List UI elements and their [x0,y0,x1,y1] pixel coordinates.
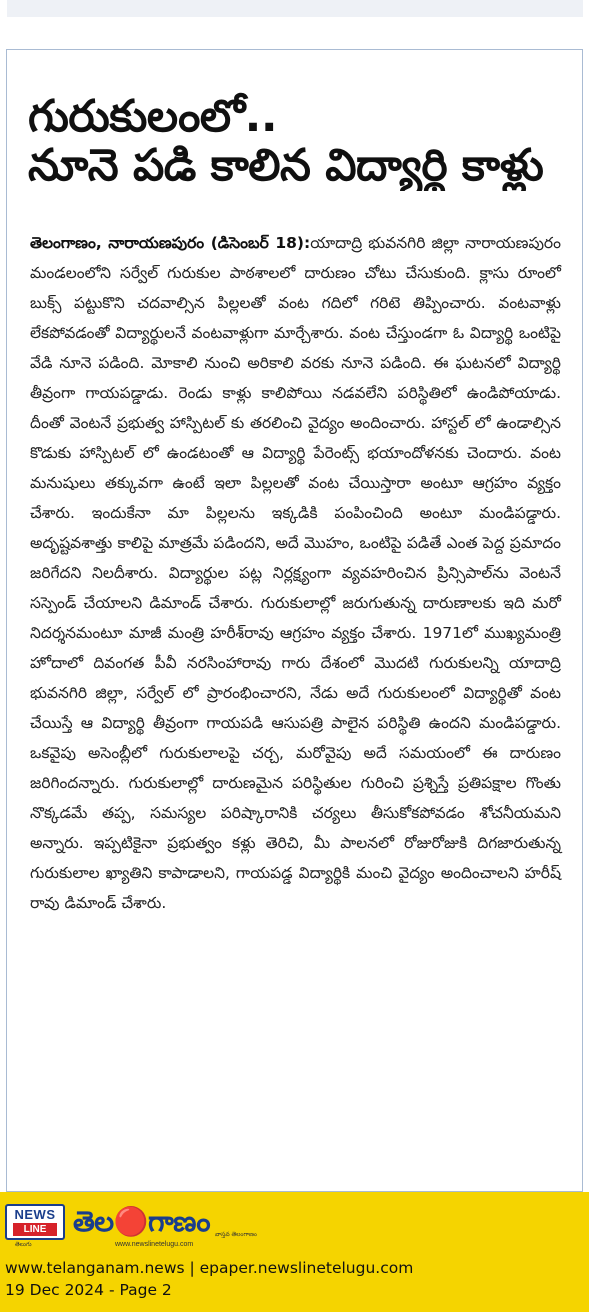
newsline-logo-news: NEWS [14,1207,56,1222]
footer-logo-area [5,1204,265,1248]
article-body-text: యాదాద్రి భువనగిరి జిల్లా నారాయణపురం మండలంలోని సర్వేల్ గురుకుల పాఠశాలలో దారుణం చోటు చేసుకుంది. క్లాసు రూంలో బుక్స్ పట్టుకొని చదవాల్సిన పిల్లలతో వంట గదిలో గరిటె తిప్పించారు. వంటవాళ్లు లేకపోవడంతో విద్యార్థులనే వంటవాళ్లుగా మార్చేశారు. వంట చేస్తుండగా ఓ విద్యార్థి ఒంటిపై వేడి నూనె పడింది. మోకాలి నుంచి అరికాలి వరకు నూనె పడింది. ఈ ఘటనలో విద్యార్థి తీవ్రంగా గాయపడ్డాడు. రెండు కాళ్లు కాలిపోయి నడవలేని పరిస్థితిలో ఉండిపోయాడు. దీంతో వెంటనే ప్రభుత్వ హాస్పిటల్ కు తరలించి వైద్యం అందించారు. హాస్టల్ లో ఉండాల్సిన కొడుకు హాస్పిటల్ లో ఉండటంతో ఆ విద్యార్థి పేరెంట్స్ భయాందోళనకు చెందారు. వంట మనుషులు తక్కువగా ఉంటే ఇలా పిల్లలతో వంట చేయిస్తారా అంటూ ఆగ్రహం వ్యక్తం చేశారు. ఇందుకేనా మా పిల్లలను ఇక్కడికి పంపించింది అంటూ మండిపడ్డారు. అదృష్టవశాత్తు కాలిపై మాత్రమే పడిందని, అదే మొహం, ఒంటిపై పడితే ఎంత పెద్ద ప్రమాదం జరిగేదని నిలదీశారు. విద్యార్థుల పట్ల నిర్లక్ష్యంగా వ్యవహరించిన ప్రిన్సిపాల్‌ను వెంటనే సస్పెండ్ చేయాలని డిమాండ్ చేశారు. గురుకులాల్లో జరుగుతున్న దారుణాలకు ఇది మరో నిదర్శనమంటూ మాజీ మంత్రి హరీశ్‌రావు ఆగ్రహం వ్యక్తం చేశారు. 1971లో ముఖ్యమంత్రి హోదాలో దివంగత పీవీ నరసింహారావు గారు దేశంలో మొదటి గురుకులన్ని యాదాద్రి భువనగిరి జిల్లా, సర్వేల్ లో ప్రారంభించారని, నేడు అదే గురుకులంలో విద్యార్థితో వంట చేయిస్తే ఆ విద్యార్థి తీవ్రంగా గాయపడి ఆసుపత్రి పాలైన పరిస్థితి ఉందని మండిపడ్డారు. ఒకవైపు అసెంబ్లీలో గురుకులాలపై చర్చ, మరోవైపు అదే సమయంలో ఈ దారుణం జరిగిందన్నారు. గురుకులాల్లో దారుణమైన పరిస్థితుల గురించి ప్రశ్నిస్తే ప్రతిపక్షాల గొంతు నొక్కడమే తప్ప, సమస్యల పరిష్కారానికి చర్యలు తీసుకోకపోవడం శోచనీయమని అన్నారు. ఇప్పటికైనా ప్రభుత్వం కళ్లు తెరిచి, మీ పాలనలో రోజురోజుకి దిగజారుతున్న గురుకులాల ఖ్యాతిని కాపాడాలని, గాయపడ్డ విద్యార్థికి మంచి వైద్యం అందించాలని హరీష్ రావు డిమాండ్ చేశారు. [30,234,561,912]
top-strip [7,0,583,17]
footer-links[interactable]: www.telanganam.news | epaper.newslinetelugu.com [5,1259,414,1277]
article-body [30,228,561,918]
article-dateline: తెలంగాణం, నారాయణపురం (డిసెంబర్ 18): [30,234,311,252]
telanganam-logo-url: www.newslinetelugu.com [115,1241,194,1248]
telanganam-logo [73,1204,210,1240]
footer-date-page: 19 Dec 2024 - Page 2 [5,1281,172,1299]
telanganam-logo-text: తెల🔴గాణం [73,1205,211,1238]
telanganam-tagline: వాస్తవ తెలంగాణం [215,1231,257,1238]
newsline-logo-sub: తెలుగు [15,1242,32,1248]
headline-line-1: గురుకులంలో.. [28,92,278,142]
headline-line-2: నూనె పడి కాలిన విద్యార్థి కాళ్లు [28,141,544,191]
newsline-logo [5,1204,65,1240]
article-headline [28,92,568,191]
newsline-logo-line: LINE [13,1223,57,1236]
